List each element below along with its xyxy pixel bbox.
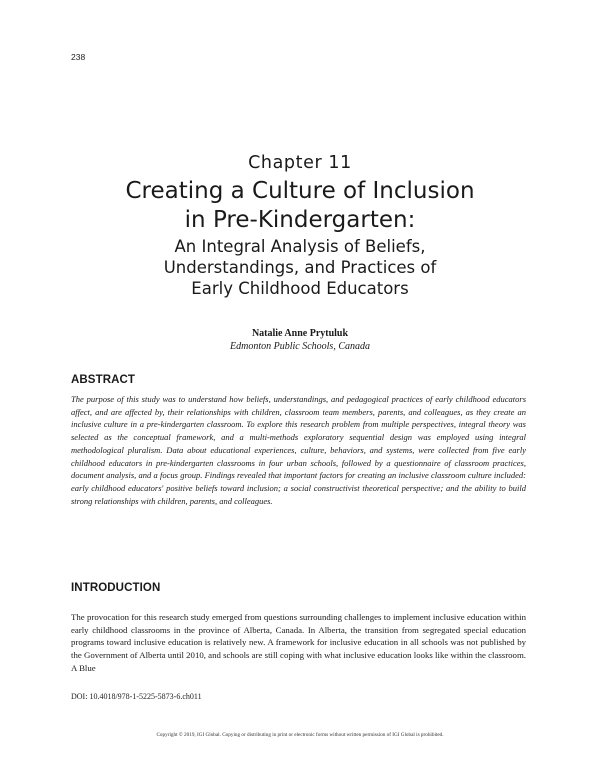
chapter-subtitle-line: An Integral Analysis of Beliefs, (174, 237, 426, 256)
abstract-heading: ABSTRACT (71, 374, 136, 386)
author-name: Natalie Anne Prytuluk (251, 328, 349, 339)
chapter-subtitle-line: Early Childhood Educators (191, 279, 409, 298)
chapter-subtitle (0, 236, 600, 299)
chapter-subtitle-line: Understandings, and Practices of (163, 258, 437, 277)
chapter-label: Chapter 11 (248, 153, 352, 173)
author-affiliation: Edmonton Public Schools, Canada (230, 341, 370, 352)
author-block (0, 327, 600, 353)
chapter-title-line: in Pre-Kindergarten: (184, 207, 416, 233)
chapter-title (0, 177, 600, 235)
page-number: 238 (71, 52, 86, 62)
introduction-heading: INTRODUCTION (71, 582, 161, 594)
introduction-text: The provocation for this research study emerged from questions surrounding challenges to implement inclusive education within early childhood classrooms in the province of Alberta, Canada. In Alberta, the transition from segregated special education programs toward inclusive education is relatively new. A framework for inclusive education in all schools was not published by the Government of Alberta until 2010, and schools are still coping with what inclusive education looks like within the classroom. A Blue (71, 612, 526, 673)
chapter-title-line: Creating a Culture of Inclusion (125, 178, 475, 204)
abstract-text: The purpose of this study was to understand how beliefs, understandings, and pedagogical practices of early childhood educators affect, and are affected by, their relationships with children, classroom team members, parents, and colleagues, as they create an inclusive culture in a pre-kindergarten classroom. To explore this research problem from multiple perspectives, integral theory was selected as the conceptual framework, and a multi-methods exploratory sequential design was employed using integral methodological pluralism. Data about educational experiences, culture, behaviors, and systems, were collected from five early childhood educators in pre-kindergarten classrooms in four urban schools, followed by a questionnaire of classroom practices, document analysis, and a focus group. Findings revealed that important factors for creating an inclusive classroom culture included: early childhood educators' positive beliefs toward inclusion; a social constructivist theoretical perspective; and the ability to build strong relationships with children, parents, and colleagues. (71, 394, 526, 506)
chapter-title-block (0, 152, 600, 299)
copyright-notice: Copyright © 2019, IGI Global. Copying or distributing in print or electronic forms without written permission of IGI Global is prohibited. (156, 732, 444, 738)
doi: DOI: 10.4018/978-1-5225-5873-6.ch011 (71, 692, 202, 701)
